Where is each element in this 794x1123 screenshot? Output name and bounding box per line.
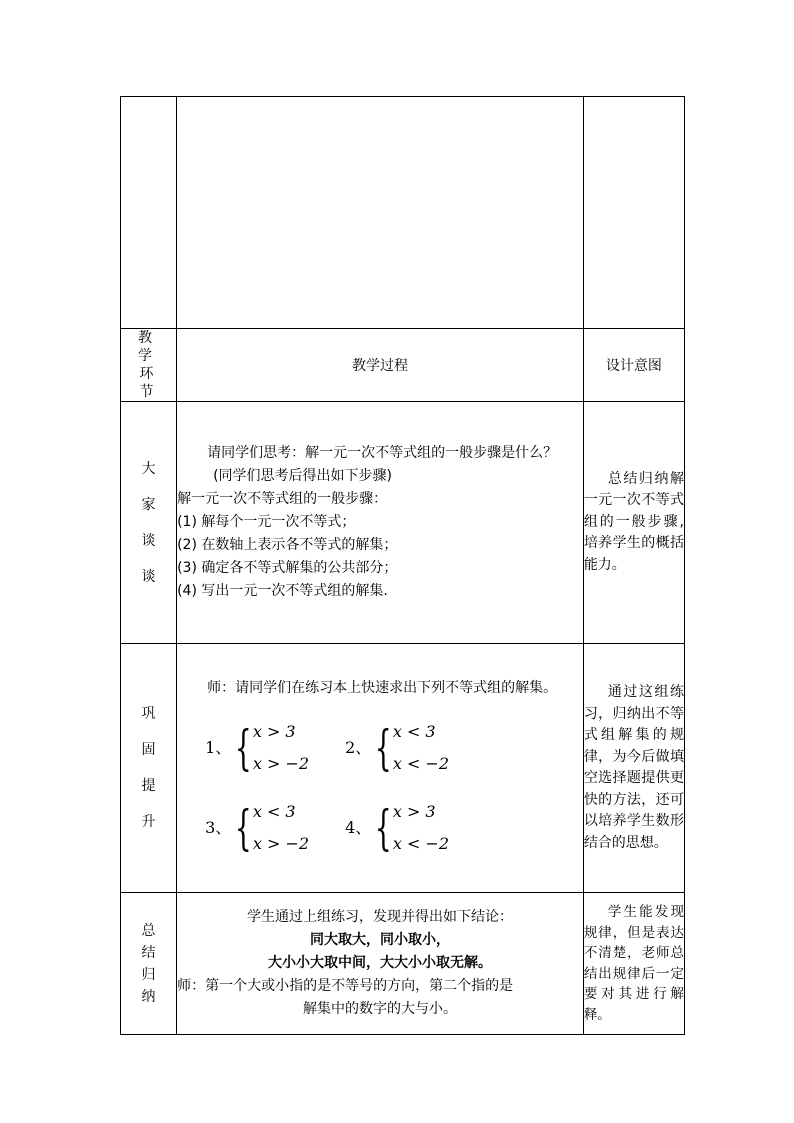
system-number: 4、 [345,818,372,837]
inequality: x < 3 [252,801,296,821]
blank-cell-process [177,97,584,329]
intent-text: 通过这组练习，归纳出不等式组解集的规律，为今后做填空选择题提供更快的方法，还可以培养学生数形结合的思想。 [583,684,684,851]
practice-intent [583,644,684,893]
rule-line-1: 同大取大，同小取小， [309,932,450,948]
intent-text: 学生能发现规律，但是表达不清楚，老师总结出规律后一定要对其进行解释。 [583,904,684,1023]
inequality: x > −2 [252,833,310,853]
brace-icon: { [375,719,392,776]
inequality: x < −2 [392,833,450,853]
inequality: x > 3 [392,801,436,821]
summary-intent [583,893,684,1035]
section-summary [121,893,685,1035]
header-stage-line2: 环 节 [139,366,162,400]
blank-row [121,97,685,329]
stage-char: 家 [141,496,156,513]
discussion-prompt: 请同学们思考：解一元一次不等式组的一般步骤是什么？ [207,445,558,461]
header-stage-line1: 教 学 [138,330,166,364]
practice-intro: 师：请同学们在练习本上快速求出下列不等式组的解集。 [207,679,558,696]
blank-cell-intent [583,97,684,329]
system-number: 2、 [345,738,372,757]
system-number: 1、 [205,738,232,757]
step-item: (3) 确定各不等式解集的公共部分； [177,560,398,576]
inequality: x < 3 [392,721,436,741]
stage-char: 大 [141,460,156,477]
steps-heading: 解一元一次不等式组的一般步骤： [177,491,388,507]
stage-label-discussion [121,402,177,644]
inequality-systems [205,716,583,860]
stage-char: 纳 [141,988,156,1005]
stage-char: 谈 [141,532,156,549]
system-number: 3、 [205,818,232,837]
inequality-system-2 [345,716,525,780]
section-discussion [121,402,685,644]
inequality: x > −2 [252,753,310,773]
stage-label-summary [121,893,177,1035]
inequality-system-1 [205,716,345,780]
rule-line-2: 大小小大取中间，大大小小取无解。 [267,955,492,971]
header-intent: 设计意图 [583,329,684,402]
teacher-explanation: 师：第一个大或小指的是不等号的方向，第二个指的是 [177,978,514,994]
stage-char: 升 [141,814,156,830]
stage-label-practice [121,644,177,893]
header-row [121,329,685,402]
brace-icon: { [235,719,252,776]
stage-char: 结 [141,944,156,961]
stage-char: 巩 [141,706,156,722]
discussion-intent [583,402,684,644]
step-item: (2) 在数轴上表示各不等式的解集； [177,537,398,553]
inequality-system-3 [205,796,345,860]
stage-char: 归 [141,966,156,983]
discussion-note: (同学们思考后得出如下步骤) [213,468,393,484]
stage-char: 提 [141,778,156,794]
discussion-content [177,402,584,644]
brace-icon: { [235,799,252,856]
stage-char: 总 [141,922,156,939]
lesson-plan-table [120,96,685,1035]
blank-cell-stage [121,97,177,329]
header-stage [121,329,177,402]
summary-content [177,893,584,1035]
step-item: (1) 解每个一元一次不等式； [177,514,356,530]
brace-icon: { [375,799,392,856]
practice-content [177,644,584,893]
stage-char: 谈 [141,568,156,585]
header-process: 教学过程 [177,329,584,402]
step-item: (4) 写出一元一次不等式组的解集. [177,583,388,599]
section-practice [121,644,685,893]
teacher-explanation-cont: 解集中的数字的大与小。 [302,1001,457,1017]
intent-text: 总结归纳解一元一次不等式组的一般步骤,培养学生的概括能力。 [583,470,684,573]
inequality-system-4 [345,796,525,860]
inequality: x < −2 [392,753,450,773]
stage-char: 固 [141,742,156,758]
summary-intro: 学生通过上组练习，发现并得出如下结论： [246,909,513,925]
inequality: x > 3 [252,721,296,741]
